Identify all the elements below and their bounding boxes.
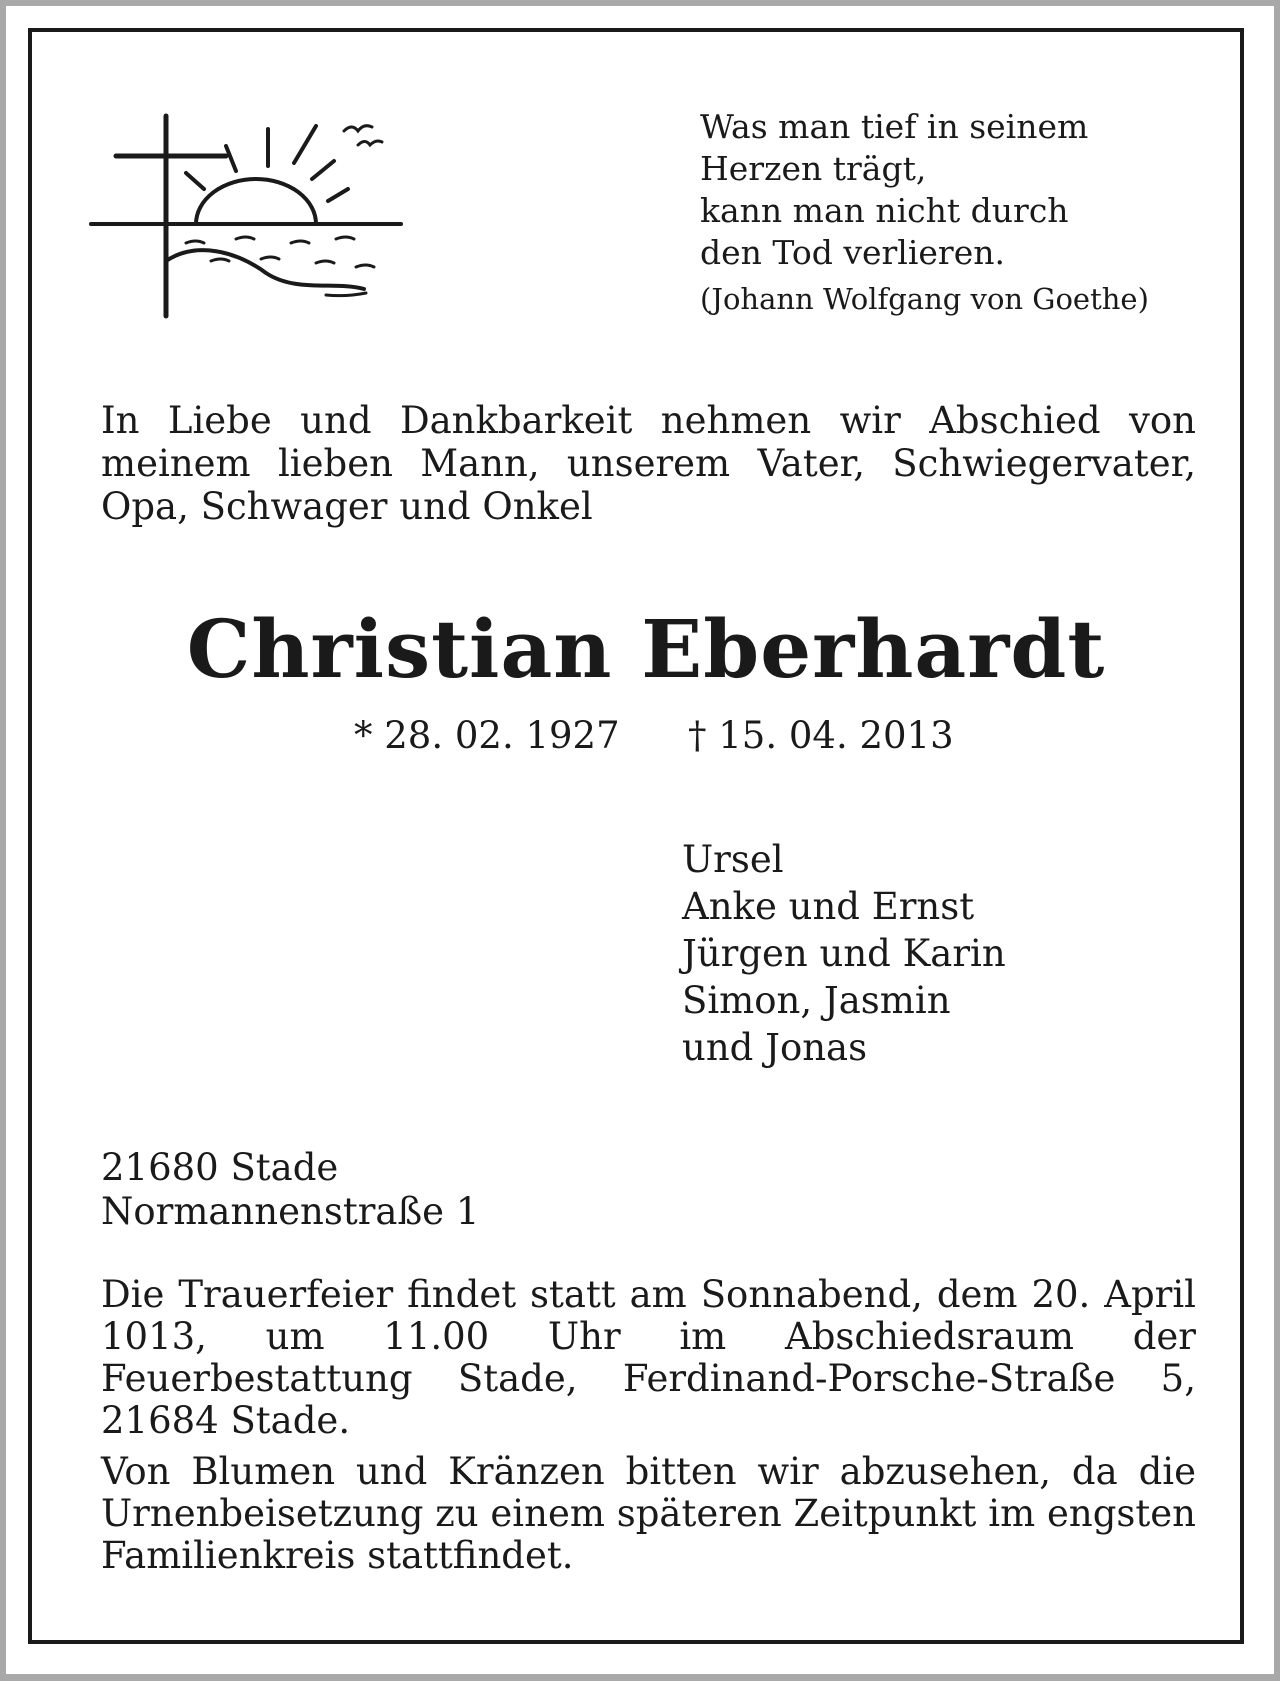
goethe-quote — [700, 106, 1200, 320]
deceased-name: Christian Eberhardt — [186, 602, 1106, 696]
family-member: Ursel — [682, 838, 784, 881]
address-block — [101, 1146, 479, 1234]
quote-author: (Johann Wolfgang von Goethe) — [700, 282, 1149, 316]
quote-line: den Tod verlieren. — [700, 233, 1005, 272]
family-member: Simon, Jasmin — [682, 979, 951, 1022]
ceremony-text: Die Trauerfeier findet statt am Sonnabend, dem 20. April 1013, um 11.00 Uhr im Abschiedsraum der Feuerbestattung Stade, Ferdinand-Porsche-Straße 5, 21684 Stade. — [101, 1273, 1196, 1442]
family-member: und Jonas — [682, 1026, 868, 1069]
quote-line: kann man nicht durch — [700, 191, 1069, 230]
family-member: Anke und Ernst — [682, 885, 975, 928]
family-member: Jürgen und Karin — [682, 932, 1006, 975]
obituary-page — [6, 6, 1274, 1674]
address-street: Normannenstraße 1 — [101, 1190, 480, 1233]
birth-date: * 28. 02. 1927 — [354, 714, 620, 757]
sunset-sea-birds-icon — [86, 111, 416, 321]
intro-text: In Liebe und Dankbarkeit nehmen wir Abschied von meinem lieben Mann, unserem Vater, Schwiegervater, Opa, Schwager und Onkel — [101, 399, 1196, 528]
flowers-text: Von Blumen und Kränzen bitten wir abzusehen, da die Urnenbeisetzung zu einem späteren Zeitpunkt im engsten Familienkreis stattfindet. — [101, 1450, 1196, 1577]
quote-line: Herzen trägt, — [700, 149, 927, 188]
address-city: 21680 Stade — [101, 1146, 339, 1189]
family-list — [682, 836, 1006, 1071]
quote-line: Was man tief in seinem — [700, 107, 1089, 146]
death-date: † 15. 04. 2013 — [688, 714, 954, 757]
